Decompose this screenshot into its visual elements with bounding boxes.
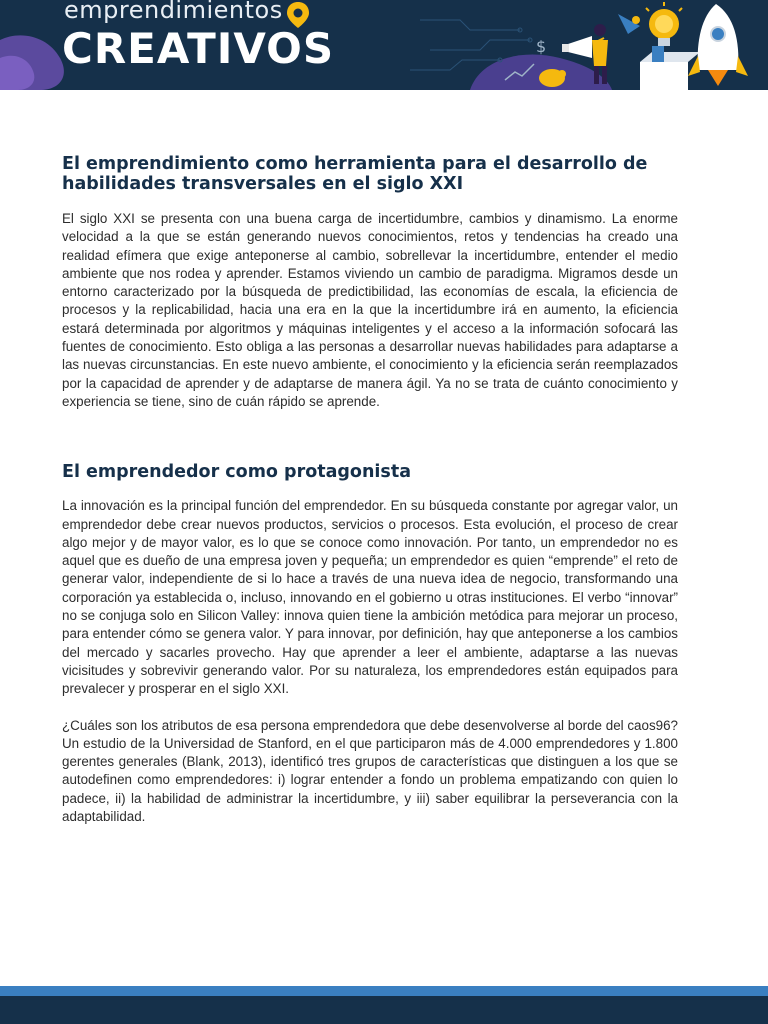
brand-title: CREATIVOS (62, 24, 335, 73)
section-paragraph: La innovación es la principal función del emprendedor. En su búsqueda constante por agregar valor, un emprendedor debe crear nuevos productos, servicios o procesos. Esta evolución, el proceso de crear algo mejor y de mayor valor, es lo que se conoce como innovación. Por tanto, un emprendedor no es aquel que es dueño de una empresa joven y pequeña; un emprendedor es quien “emprende” el reto de generar valor, independiente de si lo hace a través de una nueva idea de negocio, transformando una corporación ya establecida o, incluso, innovando en el gobierno u otras instituciones. El verbo “innovar” no se conjuga solo en Silicon Valley: innova quien tiene la ambición metódica para mejorar un proceso, para entender cómo se genera valor. Y para innovar, por definición, hay que anteponerse a los cambios del mercado y sacarles provecho. Hay que aprender a leer el ambiente, adaptarse a las nuevas vicisitudes y sobrevivir generando valor. Por su naturaleza, los emprendedores están equipados para prevalecer y prosperar en el siglo XXI. (62, 498, 678, 697)
section-emprendimiento (62, 154, 678, 411)
document-body (62, 154, 678, 826)
header-banner (0, 0, 768, 90)
section-emprendedor (62, 461, 678, 826)
footer-accent-stripe (0, 986, 768, 996)
svg-text:$: $ (536, 37, 547, 56)
section-paragraph: ¿Cuáles son los atributos de esa persona emprendedora que debe desenvolverse al borde del caos96? Un estudio de la Universidad de Stanford, en el que participaron más de 4.000 emprendedores y 1.800 gerentes generales (Blank, 2013), identificó tres grupos de características que distinguen a los que se autodefinen como emprendedores: i) lograr entender a fondo un problema empatizando con quien lo padece, ii) la habilidad de administrar la incertidumbre, y iii) saber equilibrar la perseverancia con la adaptabilidad. (62, 717, 678, 825)
section-paragraph: El siglo XXI se presenta con una buena carga de incertidumbre, cambios y dinamismo. La enorme velocidad a la que se están generando nuevos conocimientos, retos y tendencias ha creado una realidad efímera que exige anteponerse al cambio, sobrellevar la incertidumbre, entender el medio ambiente que nos rodea y aprender. Estamos viviendo un cambio de paradigma. Migramos desde un entorno caracterizado por la búsqueda de predictibilidad, las economías de escala, la eficiencia de procesos y la replicabilidad, hacia una era en la que la incertidumbre irá en aumento, la eficiencia estará determinada por algoritmos y máquinas inteligentes y el acceso a la información sofocará las fuentes de conocimiento. Esto obliga a las personas a desarrollar nuevas habilidades para adaptarse a las nuevas circunstancias. En este nuevo ambiente, el conocimiento y la eficiencia serán reemplazados por la capacidad de aprender y de adaptarse de manera ágil. Ya no se trata de cuánto conocimiento y experiencia se tiene, sino de cuán rápido se aprende. (62, 211, 678, 409)
footer-bar (0, 996, 768, 1024)
section-title: El emprendedor como protagonista (62, 462, 412, 483)
brand-subtitle: emprendimientos (64, 0, 283, 24)
section-title: El emprendimiento como herramienta para el desarrollo de habilidades transversales en el siglo XXI (62, 154, 648, 194)
